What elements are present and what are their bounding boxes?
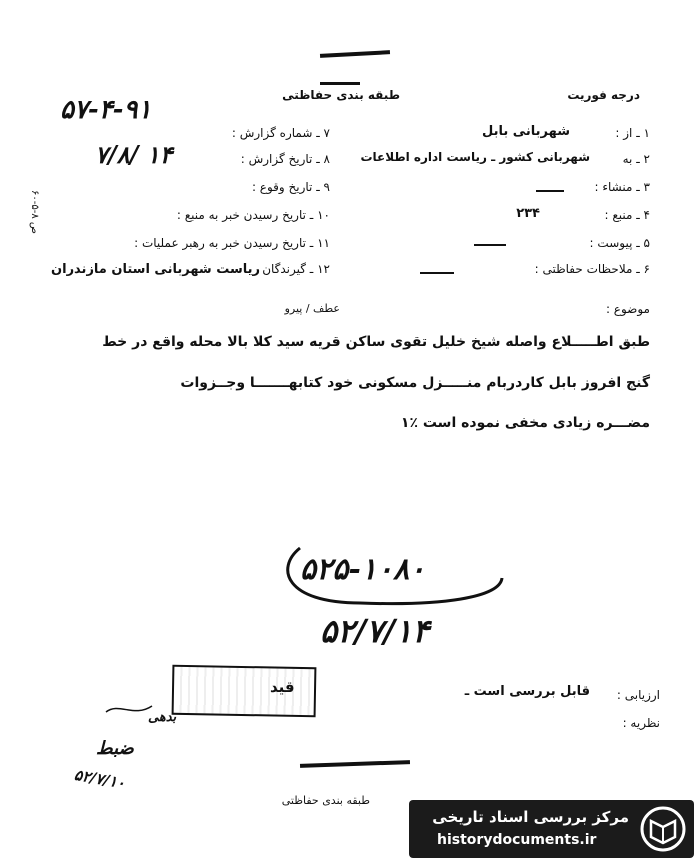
body-line-1: طبق اطـــــلاع واصله شیخ خلیل تقوی ساکن قریه سید کلا بالا محله واقع در خط: [102, 334, 650, 350]
body-line-3: مضـــره زیادی مخفی نموده است ٪۱: [400, 415, 650, 431]
field-to-label: ۲ ـ به: [622, 152, 650, 166]
report-date-handwritten: ۱۴ /۷/۸: [95, 140, 173, 169]
side-note-2: ضبط: [96, 738, 134, 759]
handwritten-date: ۵۲/۷/۱۴: [320, 612, 430, 650]
field-report-number-label: ۷ ـ شماره گزارش :: [231, 126, 330, 140]
field-from-label: ۱ ـ از :: [615, 126, 650, 140]
field-leader-receive-date-label: ۱۱ ـ تاریخ رسیدن خبر به رهبر عملیات :: [134, 236, 330, 250]
evaluation-label: ارزیابی :: [616, 688, 660, 702]
field-recipients-label: ۱۲ ـ گیرندگان: [262, 262, 330, 276]
field-attachment-dash: [474, 244, 506, 246]
side-note-scribble: [104, 700, 154, 720]
field-security-label: ۶ ـ ملاحظات حفاظتی :: [534, 262, 650, 276]
opinion-label: نظریه :: [622, 716, 660, 730]
subject-label: موضوع :: [605, 302, 650, 316]
side-note-1: بدهی: [148, 710, 177, 725]
vertical-note: ۶۰-۵-۸ ص: [29, 190, 40, 234]
field-report-date-label: ۸ ـ تاریخ گزارش :: [240, 152, 330, 166]
watermark-title: مرکز بررسی اسناد تاریخی: [432, 808, 629, 826]
report-number-handwritten: ۵۷-۴-۹۱: [60, 95, 152, 125]
field-event-date-label: ۹ ـ تاریخ وقوع :: [251, 180, 330, 194]
stamp-box: [172, 665, 317, 718]
stamp-text: قید: [270, 678, 295, 696]
footer-classification: طبقه بندی حفاظتی: [281, 794, 370, 807]
footer-signature-scribble: [300, 760, 410, 768]
top-scribble: [320, 50, 390, 58]
field-to-value: شهربانی کشور ـ ریاست اداره اطلاعات: [360, 150, 590, 164]
field-source-value: ۲۳۴: [516, 206, 540, 221]
field-from-value: شهربانی بابل: [481, 124, 570, 139]
book-icon: [637, 805, 689, 853]
field-source-label: ۴ ـ منبع :: [604, 208, 650, 222]
field-recipients-value: ریاست شهربانی استان مازندران: [51, 262, 260, 277]
body-line-2: گنج افروز بابل کاردربام منـــــزل مسکونی خود کتابهـــــــا وجــزوات: [180, 375, 650, 391]
top-scribble-2: [320, 82, 360, 85]
subject-reference: عطف / پیرو: [284, 302, 340, 315]
header-classification: طبقه بندی حفاظتی: [282, 88, 400, 102]
watermark-url: historydocuments.ir: [437, 832, 597, 848]
field-attachment-label: ۵ ـ پیوست :: [589, 236, 650, 250]
field-origin-label: ۳ ـ منشاء :: [594, 180, 650, 194]
watermark: [409, 800, 694, 858]
bottom-handwritten-date: ۵۲/۷/۱۰: [72, 765, 127, 793]
header-priority: درجه فوریت: [567, 88, 640, 102]
evaluation-value: قابل بررسی است ـ: [464, 684, 590, 699]
field-origin-dash: [536, 190, 564, 192]
field-source-receive-date-label: ۱۰ ـ تاریخ رسیدن خبر به منبع :: [176, 208, 330, 222]
field-security-dash: [420, 272, 454, 274]
circled-number: ۵۲۵-۱۰۸۰: [300, 552, 426, 587]
